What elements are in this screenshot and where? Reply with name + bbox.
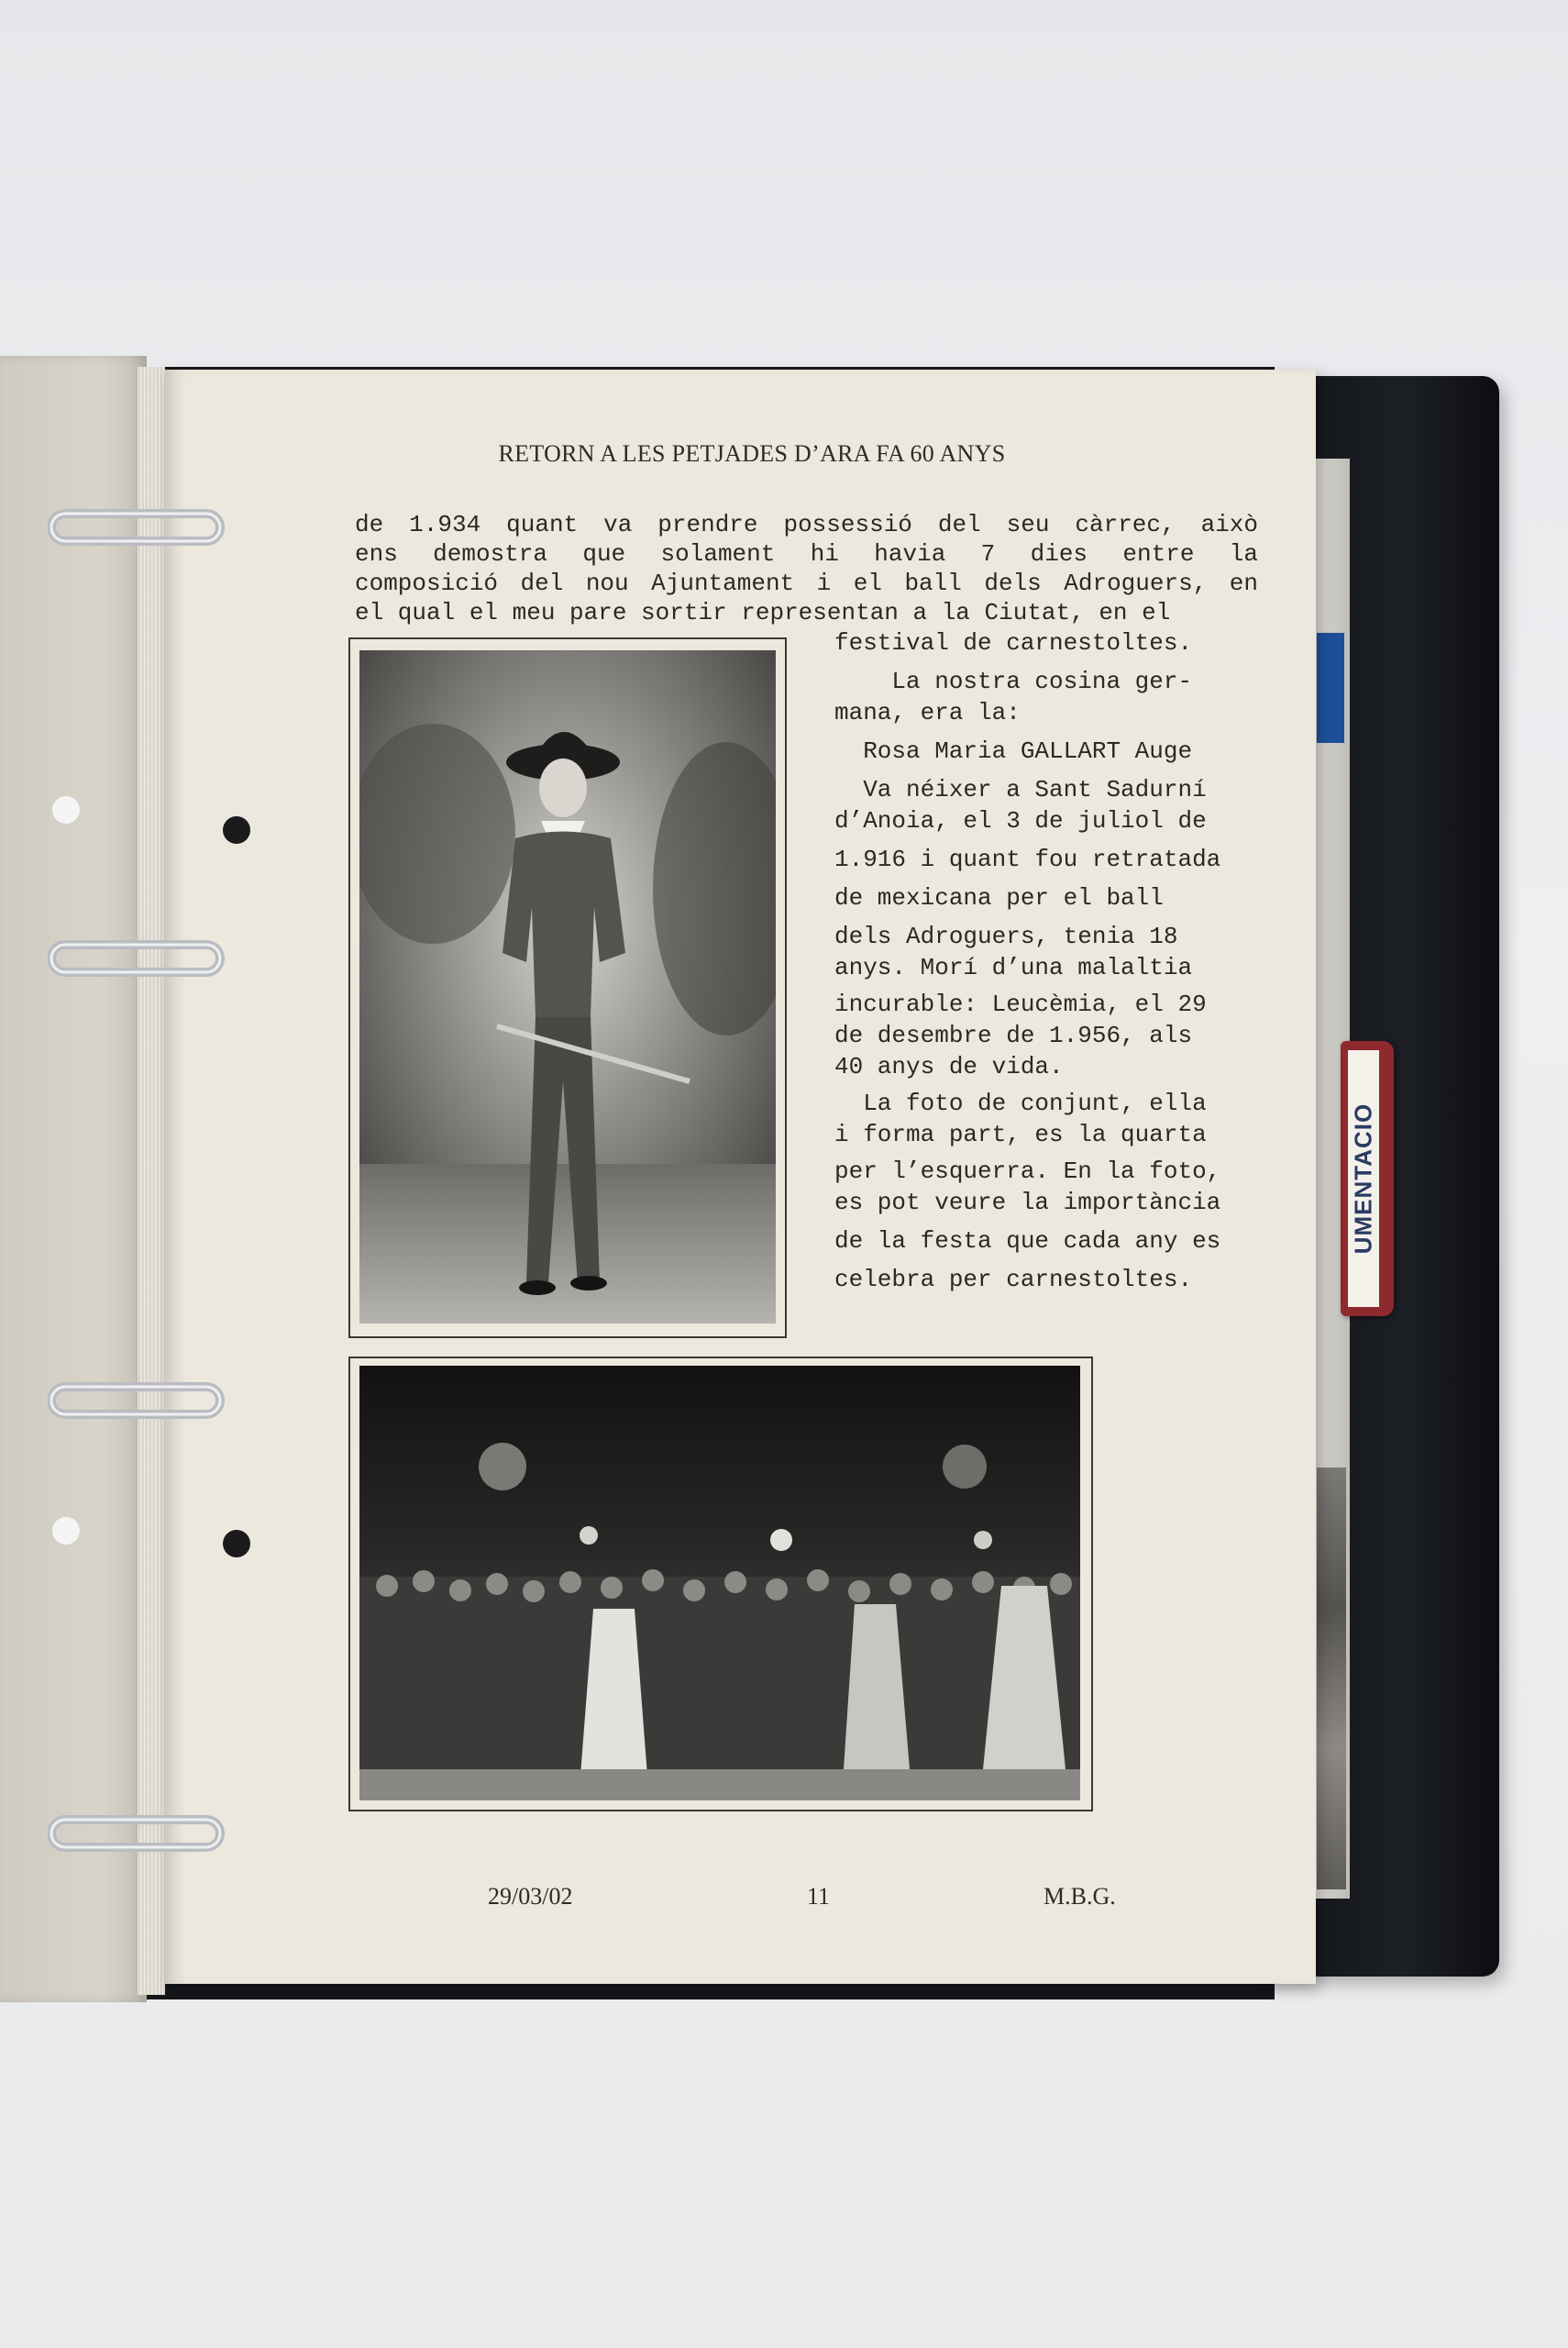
binder-ring[interactable] (48, 506, 231, 548)
text-line: el qual el meu pare sortir representan a la Ciutat, en el (355, 599, 1171, 626)
text-line: de 1.934 quant va prendre possessió del seu càrrec, això (355, 511, 1258, 538)
document-page (165, 370, 1316, 1984)
text-line: La foto de conjunt, ella (834, 1090, 1207, 1117)
photo-document-edge (1317, 1468, 1346, 1889)
text-line: de mexicana per el ball (834, 884, 1164, 912)
text-line: festival de carnestoltes. (834, 629, 1193, 657)
text-line: de la festa que cada any es (834, 1227, 1221, 1255)
text-line: incurable: Leucèmia, el 29 (834, 991, 1207, 1018)
person-name: Rosa Maria GALLART Auge (834, 737, 1193, 765)
text-line: anys. Morí d’una malaltia (834, 954, 1193, 981)
binder-ring[interactable] (48, 1812, 231, 1855)
punch-hole (52, 1517, 80, 1545)
group-photo (359, 1366, 1080, 1800)
punch-hole (52, 796, 80, 824)
index-tab[interactable] (1341, 1041, 1394, 1316)
index-tab-label (1348, 1050, 1379, 1307)
left-page (0, 356, 147, 2002)
footer-author: M.B.G. (1043, 1883, 1116, 1910)
text-line: Va néixer a Sant Sadurní (834, 776, 1207, 803)
punch-hole (223, 816, 250, 844)
group-photo-image (359, 1366, 1080, 1800)
side-column-text (834, 627, 1256, 1295)
punch-hole (223, 1530, 250, 1557)
text-line: mana, era la: (834, 699, 1021, 726)
binder-ring[interactable] (48, 937, 231, 980)
binder-ring[interactable] (48, 1379, 231, 1422)
text-line: La nostra cosina ger- (834, 668, 1193, 695)
text-line: 1.916 i quant fou retratada (834, 846, 1221, 873)
portrait-photo (359, 650, 776, 1324)
text-line: 40 anys de vida. (834, 1053, 1064, 1080)
text-line: es pot veure la importància (834, 1189, 1221, 1216)
page-header: RETORN A LES PETJADES D’ARA FA 60 ANYS (498, 440, 1006, 467)
index-tab-text: UMENTACIO (1349, 1102, 1377, 1255)
text-line: celebra per carnestoltes. (834, 1266, 1193, 1293)
text-line: per l’esquerra. En la foto, (834, 1157, 1221, 1185)
portrait-photo-frame (348, 637, 787, 1338)
text-line: d’Anoia, el 3 de juliol de (834, 807, 1207, 835)
group-photo-frame (348, 1357, 1093, 1811)
text-line: ens demostra que solament hi havia 7 dies entre la (355, 540, 1258, 568)
footer-date: 29/03/02 (488, 1883, 573, 1910)
text-line: i forma part, es la quarta (834, 1121, 1207, 1148)
intro-paragraph (355, 510, 1258, 627)
text-line: de desembre de 1.956, als (834, 1022, 1193, 1049)
page-number: 11 (807, 1883, 831, 1910)
text-line: composició del nou Ajuntament i el ball dels Adroguers, en (355, 570, 1258, 597)
page-stack-edge (138, 367, 165, 1995)
portrait-photo-image (359, 650, 776, 1324)
blue-document-edge (1317, 633, 1344, 743)
text-line: dels Adroguers, tenia 18 (834, 923, 1178, 950)
